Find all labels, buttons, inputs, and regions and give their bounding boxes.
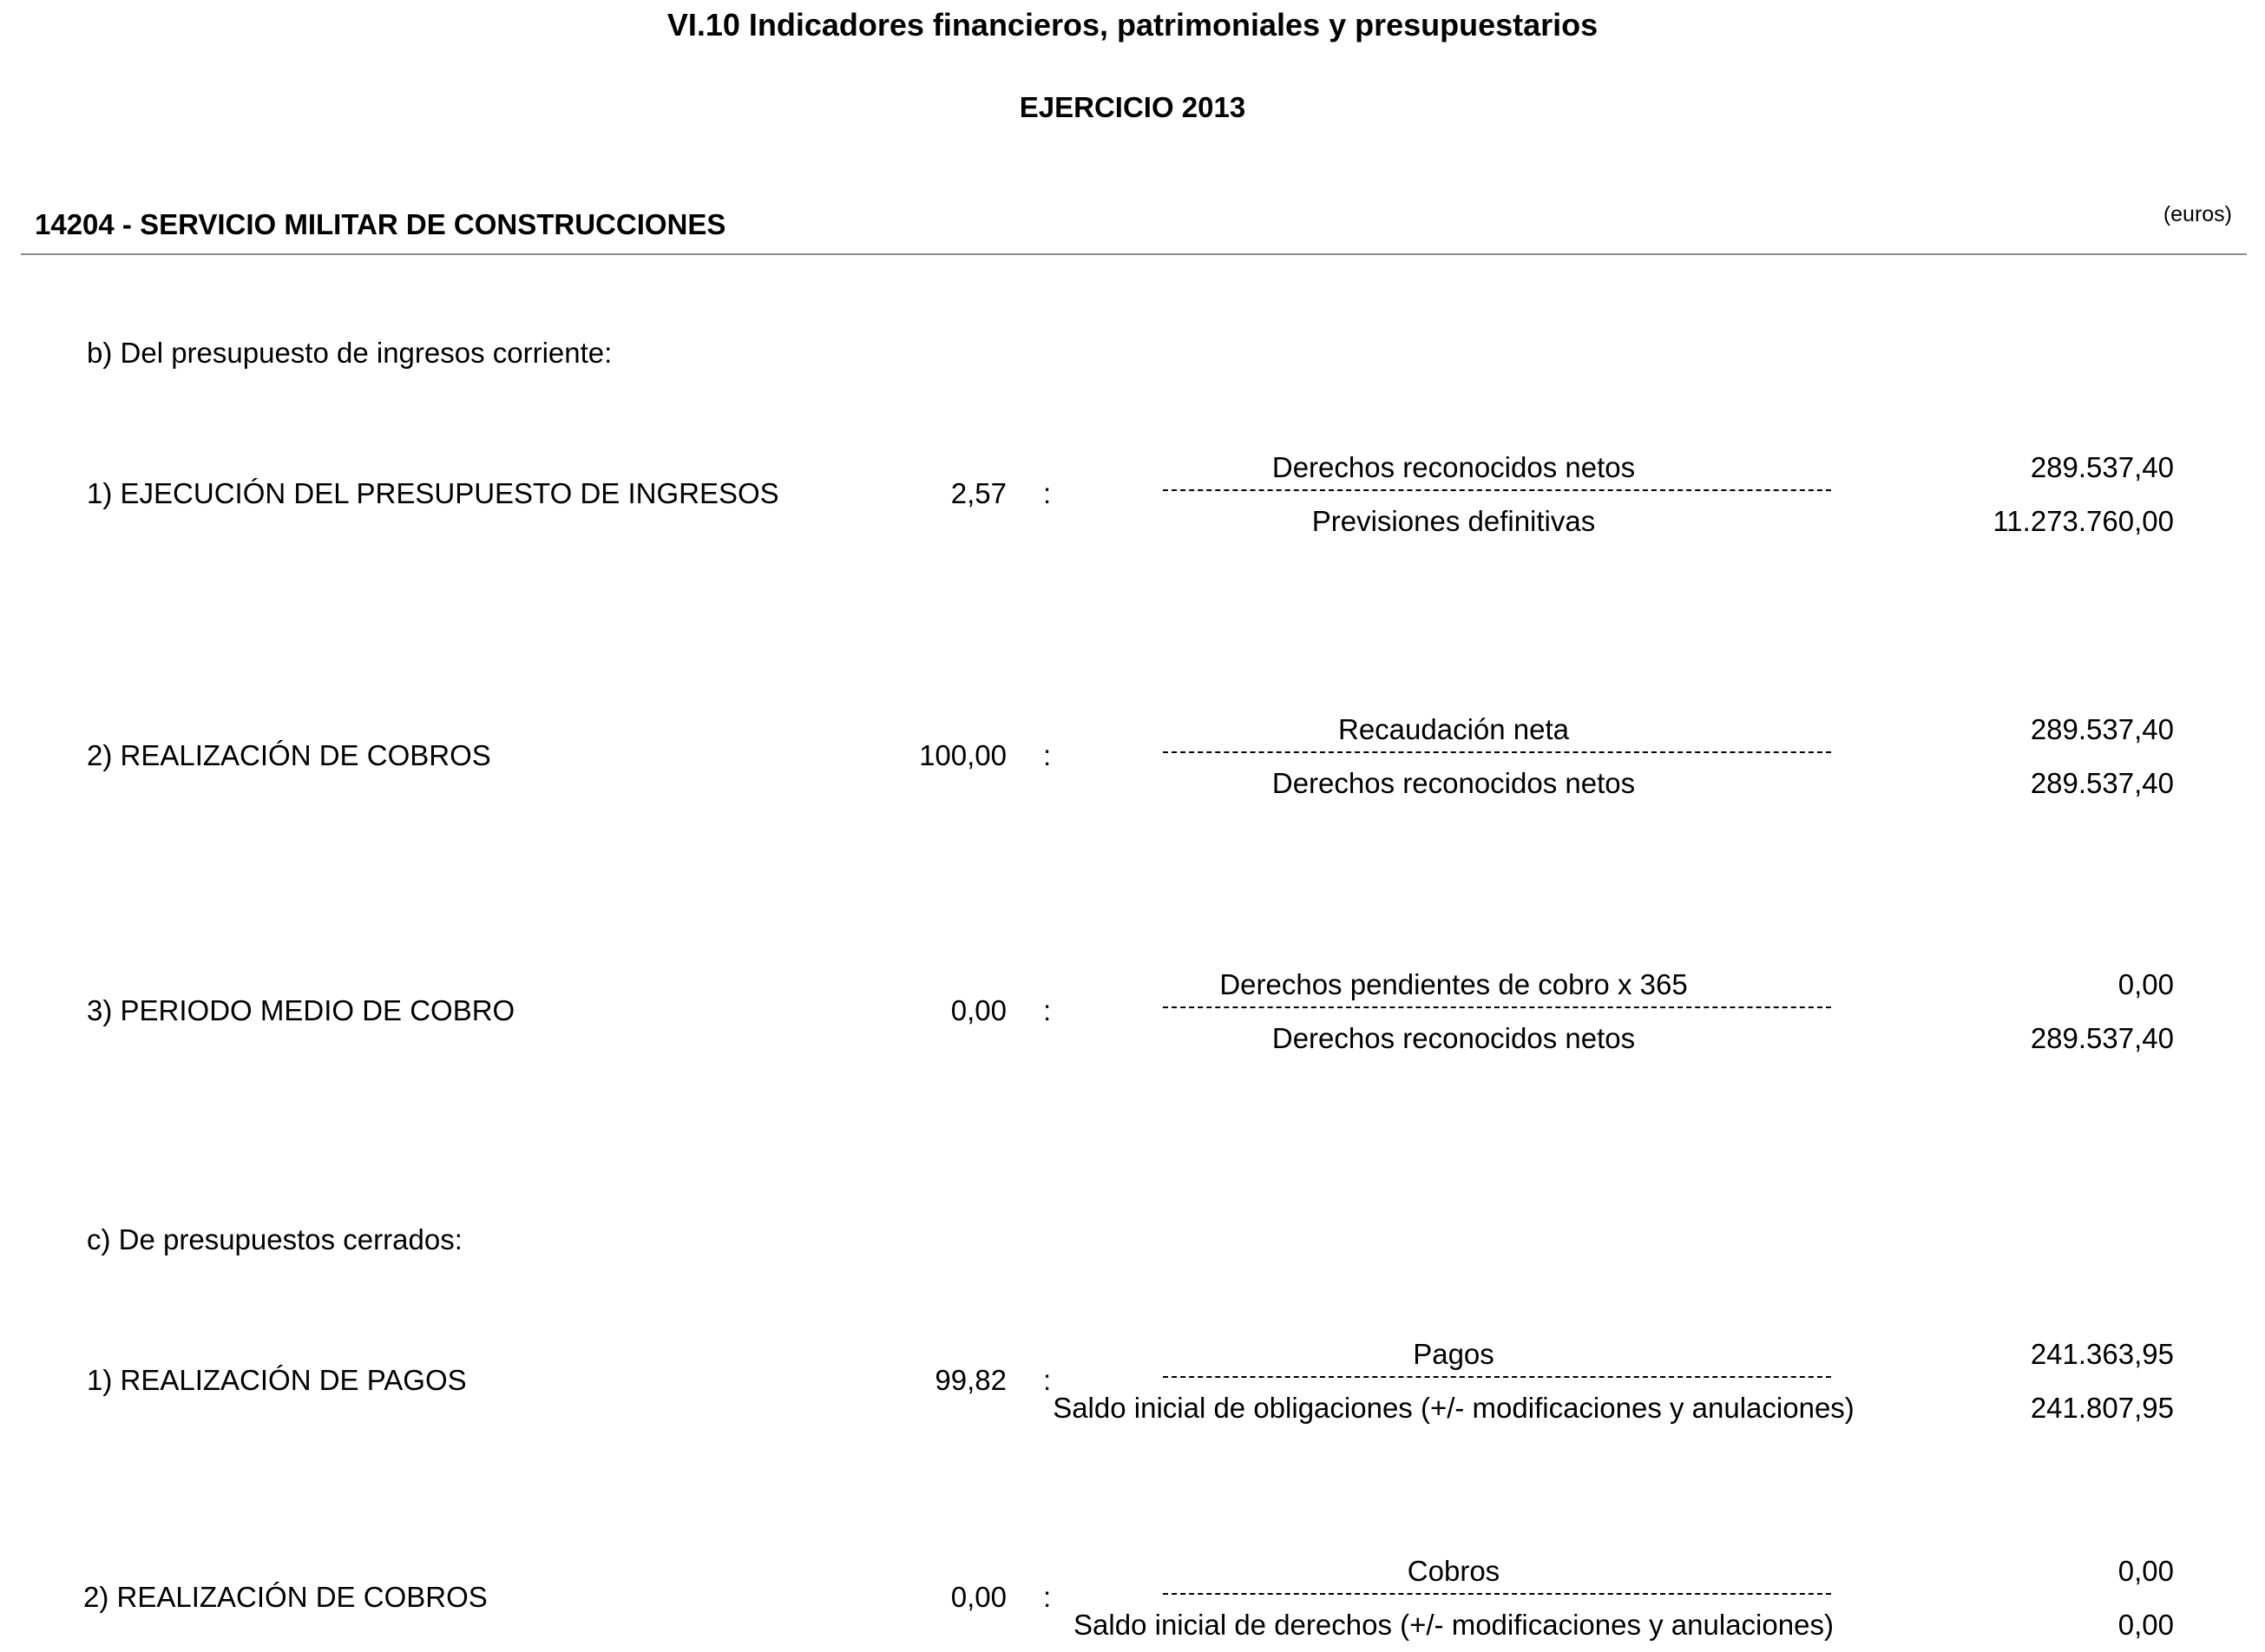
denominator-label: Saldo inicial de obligaciones (+/- modificaciones y anulaciones): [1053, 1392, 1855, 1424]
indicator-b3: [0, 951, 2265, 1064]
fraction-line: [1163, 1376, 1831, 1378]
indicator-name: 1) EJECUCIÓN DEL PRESUPUESTO DE INGRESOS: [87, 477, 779, 509]
indicator-value: 2,57: [950, 477, 1007, 509]
report-title: VI.10 Indicadores financieros, patrimoniales y presupuestarios: [666, 7, 1599, 43]
denominator-value: 289.537,40: [2030, 1022, 2174, 1054]
fraction-line: [1163, 1593, 1831, 1595]
denominator-value: 0,00: [2117, 1609, 2174, 1641]
indicator-name: 2) REALIZACIÓN DE COBROS: [87, 739, 491, 771]
numerator-value: 289.537,40: [2030, 713, 2174, 745]
denominator-label: Saldo inicial de derechos (+/- modificaciones y anulaciones): [1073, 1609, 1834, 1641]
indicator-value: 100,00: [919, 739, 1007, 771]
indicator-name: 2) REALIZACIÓN DE COBROS: [83, 1581, 488, 1613]
indicator-c1: [0, 1321, 2265, 1433]
section-b-title: b) Del presupuesto de ingresos corriente:: [87, 337, 613, 369]
entity-name: 14204 - SERVICIO MILITAR DE CONSTRUCCIONES: [35, 208, 726, 240]
numerator-label: Recaudación neta: [1337, 713, 1570, 745]
indicator-value: 0,00: [950, 1581, 1007, 1613]
denominator-label: Derechos reconocidos netos: [1271, 1022, 1636, 1054]
indicator-colon: :: [1043, 1364, 1052, 1396]
indicator-c2: [0, 1537, 2265, 1650]
numerator-value: 241.363,95: [2030, 1338, 2174, 1370]
indicator-colon: :: [1043, 739, 1052, 771]
numerator-label: Pagos: [1413, 1338, 1494, 1370]
indicator-colon: :: [1043, 1581, 1052, 1613]
indicator-name: 3) PERIODO MEDIO DE COBRO: [87, 994, 515, 1026]
indicator-value: 0,00: [950, 994, 1007, 1026]
denominator-value: 11.273.760,00: [1993, 505, 2174, 537]
indicator-value: 99,82: [935, 1364, 1007, 1396]
numerator-value: 0,00: [2117, 968, 2174, 1000]
section-c-title: c) De presupuestos cerrados:: [87, 1223, 463, 1255]
indicator-colon: :: [1043, 994, 1052, 1026]
indicator-colon: :: [1043, 477, 1052, 509]
numerator-label: Cobros: [1407, 1555, 1500, 1587]
fraction-line: [1163, 1006, 1831, 1008]
numerator-label: Derechos pendientes de cobro x 365: [1219, 968, 1688, 1000]
fraction-line: [1163, 489, 1831, 491]
header-divider: [21, 253, 2247, 255]
denominator-label: Previsiones definitivas: [1311, 505, 1596, 537]
denominator-value: 241.807,95: [2030, 1392, 2174, 1424]
numerator-value: 0,00: [2117, 1555, 2174, 1587]
denominator-value: 289.537,40: [2030, 767, 2174, 799]
numerator-label: Derechos reconocidos netos: [1271, 451, 1636, 483]
denominator-label: Derechos reconocidos netos: [1271, 767, 1636, 799]
indicator-b1: [0, 434, 2265, 547]
fiscal-year: EJERCICIO 2013: [1019, 91, 1246, 123]
fraction-line: [1163, 751, 1831, 753]
numerator-value: 289.537,40: [2030, 451, 2174, 483]
indicator-b2: [0, 696, 2265, 809]
indicator-name: 1) REALIZACIÓN DE PAGOS: [87, 1364, 467, 1396]
currency-unit: (euros): [2163, 202, 2232, 226]
